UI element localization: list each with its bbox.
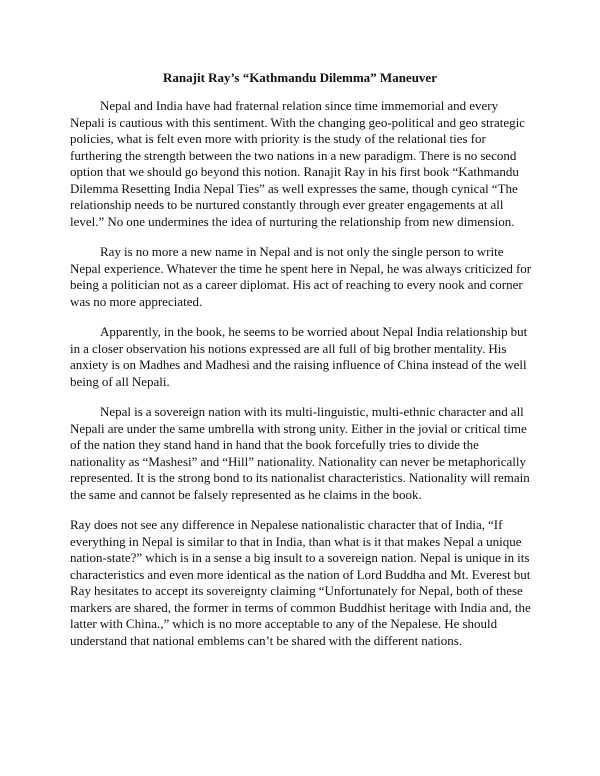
paragraph-3: Apparently, in the book, he seems to be worried about Nepal India relationship but in a closer observation his notions expressed are all full of big brother mentality. His anxiety is on Madhes and Madhesi and the raising influence of China instead of the well being of all Nepali. bbox=[70, 324, 528, 389]
paragraph-5: Ray does not see any difference in Nepalese nationalistic character that of India, “If everything in Nepal is similar to that in India, than what is it that makes Nepal a unique nation-state?” which is in a sense a big insult to a sovereign nation. Nepal is unique in its characteristics and even more identical as the nation of Lord Buddha and Mt. Everest but Ray hesitates to accept its sovereignty claiming “Unfortunately for Nepal, both of these markers are shared, the former in terms of common Buddhist heritage with India and, the latter with China.,” which is no more acceptable to any of the Nepalese. He should understand that national emblems can’t be shared with the different nations. bbox=[70, 517, 531, 648]
document-title: Ranajit Ray’s “Kathmandu Dilemma” Maneuver bbox=[163, 70, 437, 85]
paragraph-2: Ray is no more a new name in Nepal and is not only the single person to write Nepal experience. Whatever the time he spent here in Nepal, he was always criticized for being a politician not as a career diplomat. His act of reaching to every nook and corner was no more appreciated. bbox=[70, 244, 532, 309]
paragraph-1: Nepal and India have had fraternal relation since time immemorial and every Nepali is cautious with this sentiment. With the changing geo-political and geo strategic policies, what is felt even more with priority is the study of the relational ties for furthering the strength between the two nations in a new paradigm. There is no second option that we should go beyond this notion. Ranajit Ray in his first book “Kathmandu Dilemma Resetting India Nepal Ties” as well expresses the same, though cynical “The relationship needs to be nurtured constantly through ever greater engagements at all level.” No one undermines the idea of nurturing the relationship from new dimension. bbox=[70, 98, 525, 229]
paragraph-4: Nepal is a sovereign nation with its multi-linguistic, multi-ethnic character and all Nepali are under the same umbrella with strong unity. Either in the jovial or critical time of the nation they stand hand in hand that the book forcefully tries to divide the nationality as “Mashesi” and “Hill” nationality. Nationality can never be metaphorically represented. It is the strong bond to its nationalist characteristics. Nationality will remain the same and cannot be falsely represented as he claims in the book. bbox=[70, 404, 530, 502]
document-body bbox=[70, 98, 532, 663]
